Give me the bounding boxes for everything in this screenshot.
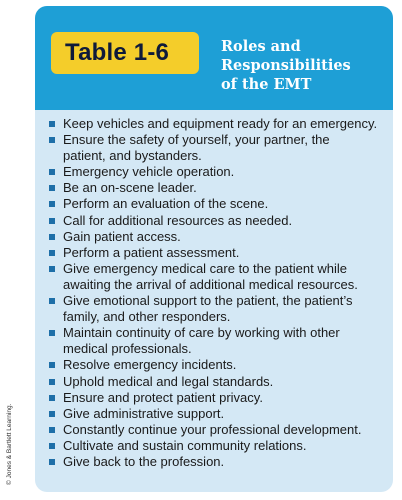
list-item	[49, 180, 384, 196]
list-item-text: Give emergency medical care to the patient while	[63, 260, 347, 276]
list-item-text: family, and other responders.	[63, 309, 231, 325]
table-header	[35, 6, 393, 110]
list-item	[49, 390, 384, 406]
square-bullet-icon	[49, 395, 55, 401]
square-bullet-icon	[49, 218, 55, 224]
list-item	[49, 406, 384, 422]
list-item-text: Constantly continue your professional development.	[63, 421, 362, 437]
list-item	[49, 374, 384, 390]
list-item-text: Keep vehicles and equipment ready for an emergency.	[63, 116, 378, 131]
square-bullet-icon	[49, 459, 55, 465]
table-title-line: of the EMT	[221, 76, 312, 93]
square-bullet-icon	[49, 121, 55, 127]
list-item-text: Emergency vehicle operation.	[63, 164, 235, 180]
square-bullet-icon	[49, 266, 55, 272]
list-item-text: Give administrative support.	[63, 405, 225, 421]
table-title-line: Roles and	[221, 38, 301, 55]
list-item-text: medical professionals.	[63, 341, 192, 357]
table-title-line: Responsibilities	[221, 57, 351, 74]
list-item-text: Perform an evaluation of the scene.	[63, 196, 269, 212]
list-item-text: Call for additional resources as needed.	[63, 212, 293, 228]
list-item-text: Perform a patient assessment.	[63, 244, 240, 260]
list-item	[49, 116, 384, 132]
square-bullet-icon	[49, 379, 55, 385]
list-item-text: Ensure the safety of yourself, your partner, the	[63, 132, 330, 148]
responsibilities-list	[49, 116, 384, 470]
list-item-text: awaiting the arrival of additional medical resources.	[63, 276, 358, 292]
square-bullet-icon	[49, 411, 55, 417]
list-item	[49, 325, 384, 357]
list-item	[49, 454, 384, 470]
list-item-text: patient, and bystanders.	[63, 148, 202, 164]
list-item-text: Uphold medical and legal standards.	[63, 373, 274, 389]
list-item	[49, 229, 384, 245]
list-item-text: Give back to the profession.	[63, 453, 225, 469]
square-bullet-icon	[49, 250, 55, 256]
list-item-text: Be an on-scene leader.	[63, 180, 197, 196]
list-item-text: Maintain continuity of care by working with other	[63, 325, 340, 341]
square-bullet-icon	[49, 201, 55, 207]
square-bullet-icon	[49, 330, 55, 336]
list-item	[49, 164, 384, 180]
square-bullet-icon	[49, 427, 55, 433]
square-bullet-icon	[49, 362, 55, 368]
square-bullet-icon	[49, 298, 55, 304]
list-item	[49, 261, 384, 293]
list-item	[49, 293, 384, 325]
list-item-text: Give emotional support to the patient, the patient’s	[63, 293, 353, 309]
list-item-text: Resolve emergency incidents.	[63, 357, 237, 373]
square-bullet-icon	[49, 169, 55, 175]
list-item	[49, 438, 384, 454]
list-item-text: Ensure and protect patient privacy.	[63, 389, 263, 405]
table-title	[221, 37, 389, 94]
list-item	[49, 245, 384, 261]
copyright-credit: © Jones & Bartlett Learning.	[6, 403, 13, 485]
square-bullet-icon	[49, 137, 55, 143]
square-bullet-icon	[49, 443, 55, 449]
list-item	[49, 213, 384, 229]
list-item	[49, 422, 384, 438]
list-item-text: Cultivate and sustain community relations.	[63, 437, 307, 453]
square-bullet-icon	[49, 185, 55, 191]
table-number-tag: Table 1-6	[51, 32, 199, 74]
list-item	[49, 196, 384, 212]
table-card	[35, 6, 393, 492]
list-item-text: Gain patient access.	[63, 228, 181, 244]
list-item	[49, 357, 384, 373]
square-bullet-icon	[49, 234, 55, 240]
list-item	[49, 132, 384, 164]
